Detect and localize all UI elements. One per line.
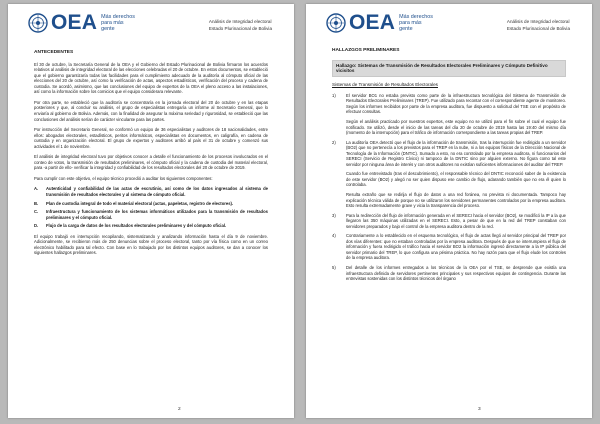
item-marker: 1) bbox=[332, 92, 336, 98]
header-line-2: Estado Plurinacional de Bolivia bbox=[506, 25, 570, 31]
header-line-1: Análisis de Integridad electoral bbox=[506, 19, 570, 24]
header-caption bbox=[507, 19, 570, 32]
components-list bbox=[34, 186, 268, 228]
paragraph: Por instrucción del Secretario General, se conformó un equipo de 36 especialistas y auditores de 18 nacionalidades, entre ellos: abogados electorales, estadísticos, peritos informáticos, especialistas en documentos, en caligrafía, en cadena de custodia y en organización electoral. El grupo de expertos y auditores arribó al país el 31 de octubre y comenzó sus actividades el 1 de noviembre. bbox=[34, 127, 268, 149]
item-marker: 2) bbox=[332, 139, 336, 145]
oea-seal-icon bbox=[28, 13, 48, 33]
finding-item bbox=[332, 140, 566, 168]
org-acronym: OEA bbox=[51, 11, 98, 34]
item-text: Según el análisis practicado por nuestros expertos, este equipo no se utilizó para el fin sobre el cual el equipo fue notificado. Se utilizó, desde el inicio de las tareas del día 20 de octubre de 2019 hasta las 19:40 del mismo día (momento de la interrupción) para el tráfico de información correspondiente a las tareas propias del TREP. bbox=[346, 118, 566, 136]
item-text: Resulta extraño que se redirija el flujo de datos a una red foránea, no prevista ni documentada. Tampoco hay explicación técnica válida de porque no se utilizaron los servidores permanentes controlados por la empresa auditora. Esto resulta extremadamente grave y vicia la transparencia del proceso. bbox=[346, 191, 566, 209]
page-body bbox=[34, 50, 268, 261]
org-slogan: Más derechos para más gente bbox=[101, 13, 135, 33]
finding-paragraph bbox=[346, 192, 566, 209]
page-header bbox=[320, 13, 578, 43]
list-text: Plan de custodia integral de todo el material electoral (actas, papeletas, registro de electores). bbox=[46, 200, 234, 206]
finding-item bbox=[332, 265, 566, 282]
item-text: La auditoría OEA detectó que el flujo de la información de transmisión, tras la interrupción fue redirigido a un servidor (BO2) que no pertenecía a los previstos para el TREP en la nube, ni a los equipos físicos de la Dirección Nacional de Tecnología de la Información (DNTIC). Sumado a esto, no era controlado por la empresa auditora, ni funcionarios del SERECI (Servicio de Registro Cívico) ni tampoco de la DNTIC sino por alguien externo. No figura como tal este servidor por ninguna área de interés y con otros auditores no existían suficientes informaciones del auditor del TREP. bbox=[346, 139, 566, 167]
document-page-right bbox=[306, 4, 592, 418]
document-page-left bbox=[8, 4, 294, 418]
page-number: 3 bbox=[478, 407, 481, 412]
item-text: Contrariamente a lo establecido en el esquema tecnológico, el flujo de actas llegó al servidor principal del TREP por dos vías diferentes: que no estaban controladas por la empresa auditora. Después de que se interrumpiera el flujo de información y fuera redirigido el tráfico hacia el servidor BO2 la información ingresó directamente a la IP pública del servidor primario del TREP, lo que configura una pésima práctica. No hay razón para que el flujo elude los controles de la empresa auditora. bbox=[346, 233, 566, 261]
finding-item bbox=[332, 213, 566, 230]
item-marker: 4) bbox=[332, 233, 336, 239]
item-marker: 3) bbox=[332, 212, 336, 218]
page-header bbox=[22, 13, 280, 43]
paragraph: El análisis de integridad electoral tuvo por objetivos conocer a detalle el funcionamiento de los procesos involucrados en el conteo de votos, la transmisión de resultados preliminares, el cómputo oficial y la cadena de custodia del material electoral, para -a partir de ello- verificar la integridad y confiabilidad de los resultados electorales del 20 de octubre de 2019. bbox=[34, 154, 268, 171]
list-marker: C. bbox=[34, 209, 39, 215]
closing-paragraph: El equipo trabajó en interrupción recopilando, sistematizando y analizando información hasta el día 9 de noviembre. Adicionalmente, se recibieron más de 250 denuncias sobre el proceso electoral, tanto por vía física como en un correo electrónico habilitado para tal efecto. Con base en lo trabajado por los distintos equipos auditores, se dan a conocer los siguientes hallazgos preliminares. bbox=[34, 233, 268, 256]
list-item bbox=[34, 201, 268, 207]
subsection-heading: Sistemas de Transmisión de Resultados Electorales bbox=[332, 82, 438, 88]
finding-title-box: Hallazgo: Sistemas de Transmisión de Resultados Electorales Preliminares y Cómputo Definitivo vicisitos bbox=[332, 60, 566, 78]
list-text: Flujo de la carga de datos de los resultados electorales preliminares y del cómputo oficial. bbox=[46, 223, 227, 229]
page-number: 2 bbox=[178, 407, 181, 412]
item-marker: 5) bbox=[332, 265, 336, 270]
list-marker: A. bbox=[34, 186, 39, 192]
list-text: Infraestructura y funcionamiento de los sistemas informáticos utilizados para la transmisión de resultados preliminares y el cómputo oficial. bbox=[46, 209, 268, 220]
finding-paragraph bbox=[346, 119, 566, 136]
header-line-1: Análisis de Integridad electoral bbox=[208, 19, 272, 24]
list-marker: D. bbox=[34, 223, 39, 229]
finding-item bbox=[332, 233, 566, 261]
paragraph: Por otra parte, se estableció que la auditoría se concentraría en la jornada electoral del 20 de octubre y en las etapas posteriores y que, al concluir su análisis, el grupo de especialistas entregaría un informe al Secretario General, que lo enviaría al gobierno de Bolivia. Además, con la finalidad de asegurar la máxima seriedad y rigurosidad, se estableció que las conclusiones del análisis serían de carácter vinculante para las partes. bbox=[34, 99, 268, 122]
section-title: HALLAZGOS PRELIMINARES bbox=[332, 48, 400, 53]
item-text: El servidor BO1 no estaba previsto como parte de la infraestructura tecnológica del Sistema de Transmisión de Resultados Electorales Preliminares (TREP). Fue utilizado para recontar con el correspondiente agente de monitoreo. Según los informes recibidos por parte de la empresa auditora, fue dispuesto a solicitud del TSE con el propósito de efectuar consultas. bbox=[346, 92, 566, 115]
oea-seal-icon bbox=[326, 13, 346, 33]
item-text: Cuando fue entrevistado (tras el descubrimiento), el responsable técnico del DNTIC reconoció saber de la existencia de este servidor (BO2) y alegó no ser quien dispuso ese cambio de flujo, adarando también que no era él quien lo controlaba. bbox=[346, 171, 566, 188]
paragraph: El 30 de octubre, la Secretaría General de la OEA y el Gobierno del Estado Plurinacional de Bolivia firmaron los acuerdos relativos al análisis de integridad electoral de las elecciones celebradas el 20 de octubre. En estos documentos, se estableció que el gobierno garantizaría todas las facilidades para el cumplimiento adecuado de la auditoría al cómputo oficial de las elecciones del 20 de octubre, así como la verificación de actas, aspectos estadísticos, verificación del proceso y cadena de custodia. Se acordó, asimismo, que las conclusiones del equipo de expertos de la OEA el pleno acceso a las instalaciones, así como la información sobre los comicios que el equipo considerara relevante. bbox=[34, 61, 268, 95]
item-text: Del detalle de los informes entregados a los técnicos de la OEA por el TSE, se desprende que existía una infraestructura definida de servidores pertinentes principales y sus respectivos equipos de contingencia. Durante las entrevistas sostenidas con los distintos técnicos del órgano bbox=[346, 265, 566, 282]
finding-item bbox=[332, 93, 566, 115]
finding-paragraph bbox=[346, 171, 566, 188]
org-slogan: Más derechos para más gente bbox=[399, 13, 433, 33]
header-caption bbox=[209, 19, 272, 32]
oea-logo bbox=[326, 13, 433, 33]
org-acronym: OEA bbox=[349, 11, 396, 34]
list-item bbox=[34, 186, 268, 197]
list-text: Autenticidad y confiabilidad de las actas de escrutinio, así como de los datos ingresados al sistema de transmisión de resultados electorales y al sistema de cómputo oficial. bbox=[46, 186, 268, 197]
list-marker: B. bbox=[34, 200, 39, 206]
paragraph: Para cumplir con este objetivo, el equipo técnico procedió a auditar los siguientes componentes: bbox=[34, 175, 213, 181]
page-body bbox=[332, 48, 566, 286]
item-text: Para la redirección del flujo de información generada en el SERECI hacia el servidor (BO2), se modificó la IP a la que llegaron las 350 máquinas utilizadas en el SERECI. Esto, a pesar de que en la red del TREP constaban con servidores preparados y bajo el control de la empresa auditora dentro de la red. bbox=[346, 212, 566, 229]
header-line-2: Estado Plurinacional de Bolivia bbox=[208, 25, 272, 31]
oea-logo bbox=[28, 13, 135, 33]
list-item bbox=[34, 223, 268, 229]
section-title: ANTECEDENTES bbox=[34, 50, 74, 55]
list-item bbox=[34, 209, 268, 220]
